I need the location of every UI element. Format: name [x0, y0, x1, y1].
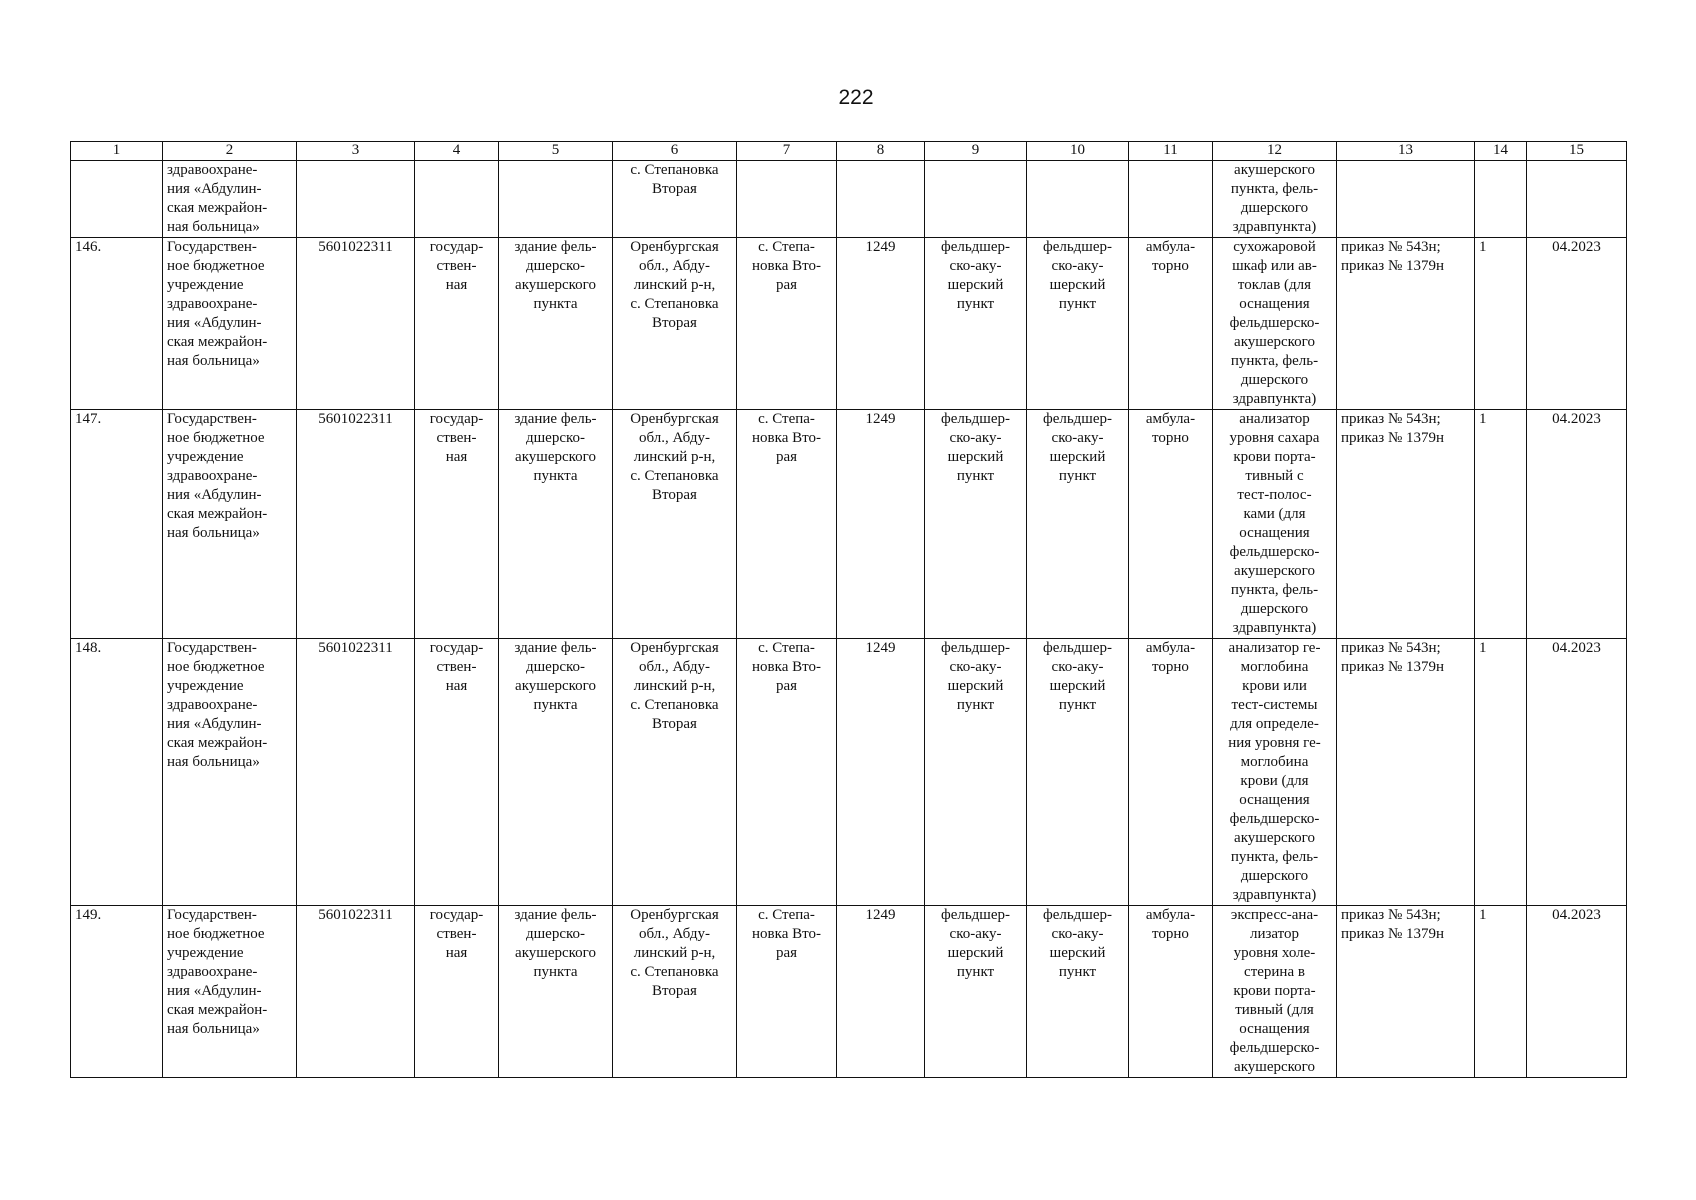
population: 1249 [837, 410, 925, 639]
institution-name: Государствен- ное бюджетное учреждение здравоохране- ния «Абдулин- ская межрайон- ная больница» [163, 238, 297, 410]
table-row [71, 161, 1627, 238]
institution-name: Государствен- ное бюджетное учреждение здравоохране- ния «Абдулин- ская межрайон- ная больница» [163, 410, 297, 639]
care-conditions: амбула- торно [1129, 238, 1213, 410]
equipment: экспресс-ана- лизатор уровня холе- стерина в крови порта- тивный (для оснащения фельдшерско- акушерского [1213, 906, 1337, 1078]
care-conditions: амбула- торно [1129, 906, 1213, 1078]
address: Оренбургская обл., Абду- линский р-н, с. Степановка Вторая [613, 238, 737, 410]
settlement: с. Степа- новка Вто- рая [737, 639, 837, 906]
date: 04.2023 [1527, 238, 1627, 410]
settlement [737, 161, 837, 238]
column-number: 14 [1475, 142, 1527, 161]
page-number: 222 [838, 86, 874, 109]
date [1527, 161, 1627, 238]
address: Оренбургская обл., Абду- линский р-н, с. Степановка Вторая [613, 639, 737, 906]
row-number: 147. [71, 410, 163, 639]
column-number: 6 [613, 142, 737, 161]
equipment: сухожаровой шкаф или ав- токлав (для оснащения фельдшерско- акушерского пункта, фель- дшерского здравпункта) [1213, 238, 1337, 410]
column-number: 4 [415, 142, 499, 161]
institution-name: Государствен- ное бюджетное учреждение здравоохране- ния «Абдулин- ская межрайон- ная больница» [163, 639, 297, 906]
column-number: 5 [499, 142, 613, 161]
inn: 5601022311 [297, 639, 415, 906]
quantity: 1 [1475, 639, 1527, 906]
quantity: 1 [1475, 238, 1527, 410]
inn [297, 161, 415, 238]
division-type: фельдшер- ско-аку- шерский пункт [1027, 238, 1129, 410]
equipment: анализатор ге- моглобина крови или тест-системы для определе- ния уровня ге- моглобина крови (для оснащения фельдшерско- акушерского пункта, фель- дшерского здравпункта) [1213, 639, 1337, 906]
row-number [71, 161, 163, 238]
settlement: с. Степа- новка Вто- рая [737, 238, 837, 410]
ownership-form: государ- ствен- ная [415, 639, 499, 906]
facility-type [925, 161, 1027, 238]
column-number: 13 [1337, 142, 1475, 161]
address: с. Степановка Вторая [613, 161, 737, 238]
date: 04.2023 [1527, 639, 1627, 906]
institution-name: Государствен- ное бюджетное учреждение здравоохране- ния «Абдулин- ская межрайон- ная больница» [163, 906, 297, 1078]
building [499, 161, 613, 238]
settlement: с. Степа- новка Вто- рая [737, 906, 837, 1078]
ownership-form: государ- ствен- ная [415, 238, 499, 410]
column-number: 2 [163, 142, 297, 161]
division-type: фельдшер- ско-аку- шерский пункт [1027, 410, 1129, 639]
column-number: 1 [71, 142, 163, 161]
division-type: фельдшер- ско-аку- шерский пункт [1027, 639, 1129, 906]
date: 04.2023 [1527, 906, 1627, 1078]
column-number: 8 [837, 142, 925, 161]
column-number-row [71, 142, 1627, 161]
inn: 5601022311 [297, 906, 415, 1078]
care-conditions: амбула- торно [1129, 639, 1213, 906]
facility-type: фельдшер- ско-аку- шерский пункт [925, 639, 1027, 906]
facility-type: фельдшер- ско-аку- шерский пункт [925, 906, 1027, 1078]
row-number: 149. [71, 906, 163, 1078]
date: 04.2023 [1527, 410, 1627, 639]
row-number: 148. [71, 639, 163, 906]
quantity: 1 [1475, 906, 1527, 1078]
quantity [1475, 161, 1527, 238]
order-reference: приказ № 543н; приказ № 1379н [1337, 639, 1475, 906]
column-number: 9 [925, 142, 1027, 161]
ownership-form: государ- ствен- ная [415, 410, 499, 639]
column-number: 11 [1129, 142, 1213, 161]
table-row [71, 906, 1627, 1078]
population [837, 161, 925, 238]
register-table [70, 141, 1627, 1078]
column-number: 3 [297, 142, 415, 161]
facility-type: фельдшер- ско-аку- шерский пункт [925, 410, 1027, 639]
settlement: с. Степа- новка Вто- рая [737, 410, 837, 639]
institution-name: здравоохране- ния «Абдулин- ская межрайон- ная больница» [163, 161, 297, 238]
equipment: анализатор уровня сахара крови порта- тивный с тест-полос- ками (для оснащения фельдшерско- акушерского пункта, фель- дшерского здравпункта) [1213, 410, 1337, 639]
building: здание фель- дшерско- акушерского пункта [499, 906, 613, 1078]
population: 1249 [837, 238, 925, 410]
building: здание фель- дшерско- акушерского пункта [499, 639, 613, 906]
order-reference: приказ № 543н; приказ № 1379н [1337, 906, 1475, 1078]
table-row [71, 639, 1627, 906]
ownership-form [415, 161, 499, 238]
quantity: 1 [1475, 410, 1527, 639]
column-number: 15 [1527, 142, 1627, 161]
address: Оренбургская обл., Абду- линский р-н, с. Степановка Вторая [613, 906, 737, 1078]
equipment: акушерского пункта, фель- дшерского здравпункта) [1213, 161, 1337, 238]
building: здание фель- дшерско- акушерского пункта [499, 410, 613, 639]
care-conditions: амбула- торно [1129, 410, 1213, 639]
row-number: 146. [71, 238, 163, 410]
division-type [1027, 161, 1129, 238]
facility-type: фельдшер- ско-аку- шерский пункт [925, 238, 1027, 410]
column-number: 7 [737, 142, 837, 161]
order-reference: приказ № 543н; приказ № 1379н [1337, 410, 1475, 639]
population: 1249 [837, 906, 925, 1078]
division-type: фельдшер- ско-аку- шерский пункт [1027, 906, 1129, 1078]
inn: 5601022311 [297, 410, 415, 639]
building: здание фель- дшерско- акушерского пункта [499, 238, 613, 410]
table-row [71, 410, 1627, 639]
order-reference [1337, 161, 1475, 238]
column-number: 10 [1027, 142, 1129, 161]
population: 1249 [837, 639, 925, 906]
ownership-form: государ- ствен- ная [415, 906, 499, 1078]
table-row [71, 238, 1627, 410]
care-conditions [1129, 161, 1213, 238]
inn: 5601022311 [297, 238, 415, 410]
column-number: 12 [1213, 142, 1337, 161]
address: Оренбургская обл., Абду- линский р-н, с. Степановка Вторая [613, 410, 737, 639]
order-reference: приказ № 543н; приказ № 1379н [1337, 238, 1475, 410]
